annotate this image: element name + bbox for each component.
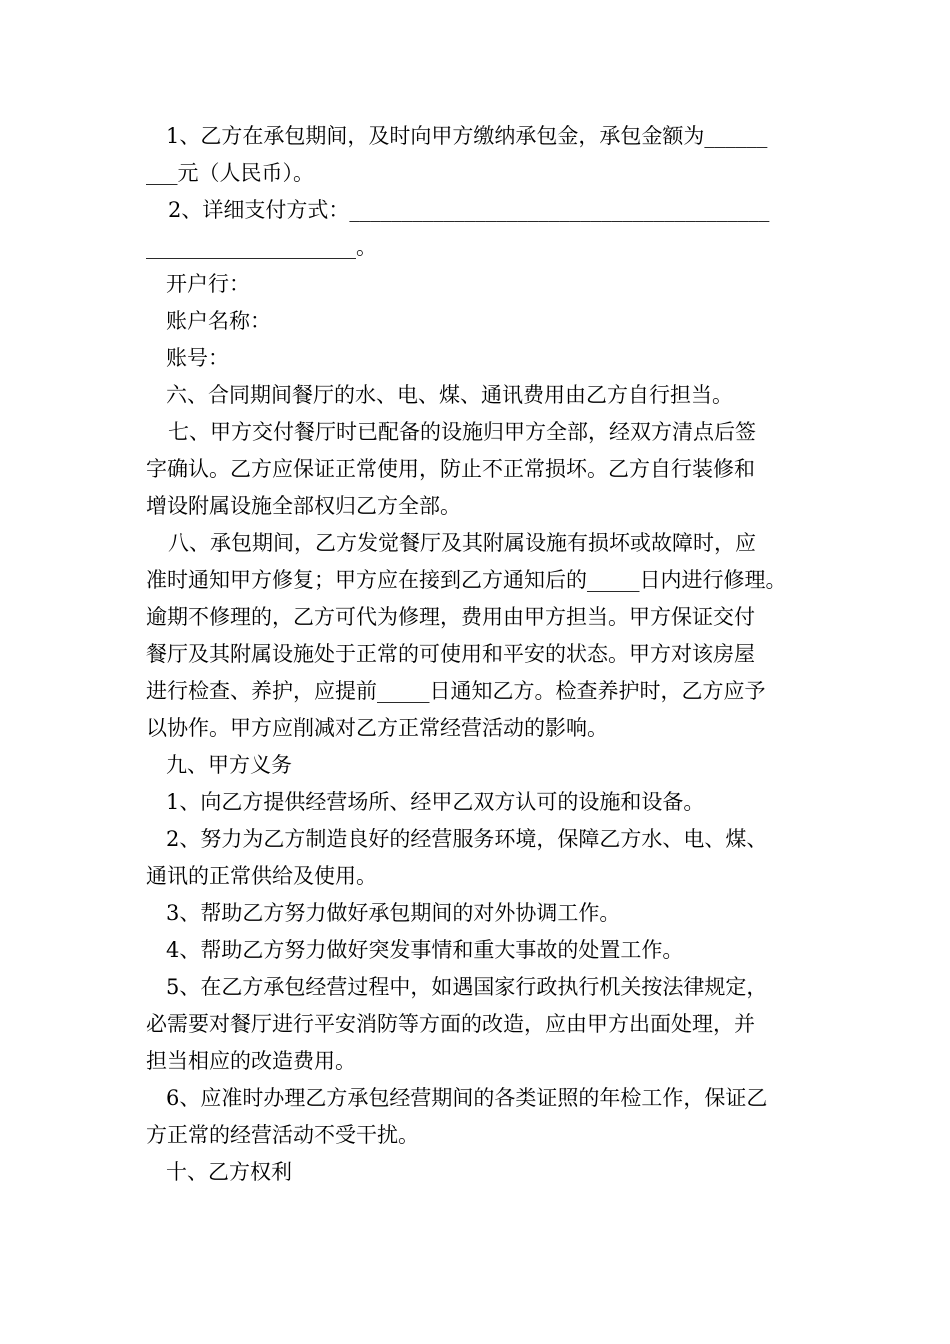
section-10-heading: 十、乙方权利	[166, 1160, 292, 1184]
clause-2-line-1: 2、详细支付方式：________________________________________	[168, 198, 770, 222]
section-6-line-1: 六、合同期间餐厅的水、电、煤、通讯费用由乙方自行担当。	[166, 383, 733, 407]
obligation-5-line-1: 5、在乙方承包经营过程中，如遇国家行政执行机关按法律规定，	[166, 975, 768, 999]
bank-label: 开户行：	[166, 272, 250, 296]
account-name-label: 账户名称：	[166, 309, 271, 333]
section-8-line-1: 八、承包期间，乙方发觉餐厅及其附属设施有损坏或故障时，应	[168, 531, 756, 555]
section-7-line-1: 七、甲方交付餐厅时已配备的设施归甲方全部，经双方清点后签	[168, 420, 756, 444]
obligation-3: 3、帮助乙方努力做好承包期间的对外协调工作。	[166, 901, 621, 925]
obligation-4: 4、帮助乙方努力做好突发事情和重大事故的处置工作。	[166, 938, 684, 962]
obligation-5-line-3: 担当相应的改造费用。	[146, 1049, 356, 1073]
account-number-label: 账号：	[166, 346, 229, 370]
section-7-line-2: 字确认。乙方应保证正常使用，防止不正常损坏。乙方自行装修和	[146, 457, 755, 481]
obligation-2-line-2: 通讯的正常供给及使用。	[146, 864, 377, 888]
obligation-6-line-2: 方正常的经营活动不受干扰。	[146, 1123, 419, 1147]
obligation-5-line-2: 必需要对餐厅进行平安消防等方面的改造，应由甲方出面处理，并	[146, 1012, 755, 1036]
clause-1-line-1: 1、乙方在承包期间，及时向甲方缴纳承包金，承包金额为______	[166, 124, 768, 148]
section-8-line-3: 逾期不修理的，乙方可代为修理，费用由甲方担当。甲方保证交付	[146, 605, 755, 629]
section-9-heading: 九、甲方义务	[166, 753, 292, 777]
section-8-line-4: 餐厅及其附属设施处于正常的可使用和平安的状态。甲方对该房屋	[146, 642, 755, 666]
section-8-line-6: 以协作。甲方应削减对乙方正常经营活动的影响。	[146, 716, 608, 740]
section-7-line-3: 增设附属设施全部权归乙方全部。	[146, 494, 461, 518]
section-8-line-2: 准时通知甲方修复；甲方应在接到乙方通知后的_____日内进行修理。	[146, 568, 787, 592]
document-body	[146, 118, 814, 1191]
obligation-2-line-1: 2、努力为乙方制造良好的经营服务环境，保障乙方水、电、煤、	[166, 827, 768, 851]
clause-1-line-2: ___元（人民币）。	[146, 161, 314, 185]
clause-2-line-2: ____________________。	[146, 235, 377, 259]
section-8-line-5: 进行检查、养护，应提前_____日通知乙方。检查养护时，乙方应予	[146, 679, 766, 703]
obligation-6-line-1: 6、应准时办理乙方承包经营期间的各类证照的年检工作，保证乙	[166, 1086, 768, 1110]
obligation-1: 1、向乙方提供经营场所、经甲乙双方认可的设施和设备。	[166, 790, 705, 814]
